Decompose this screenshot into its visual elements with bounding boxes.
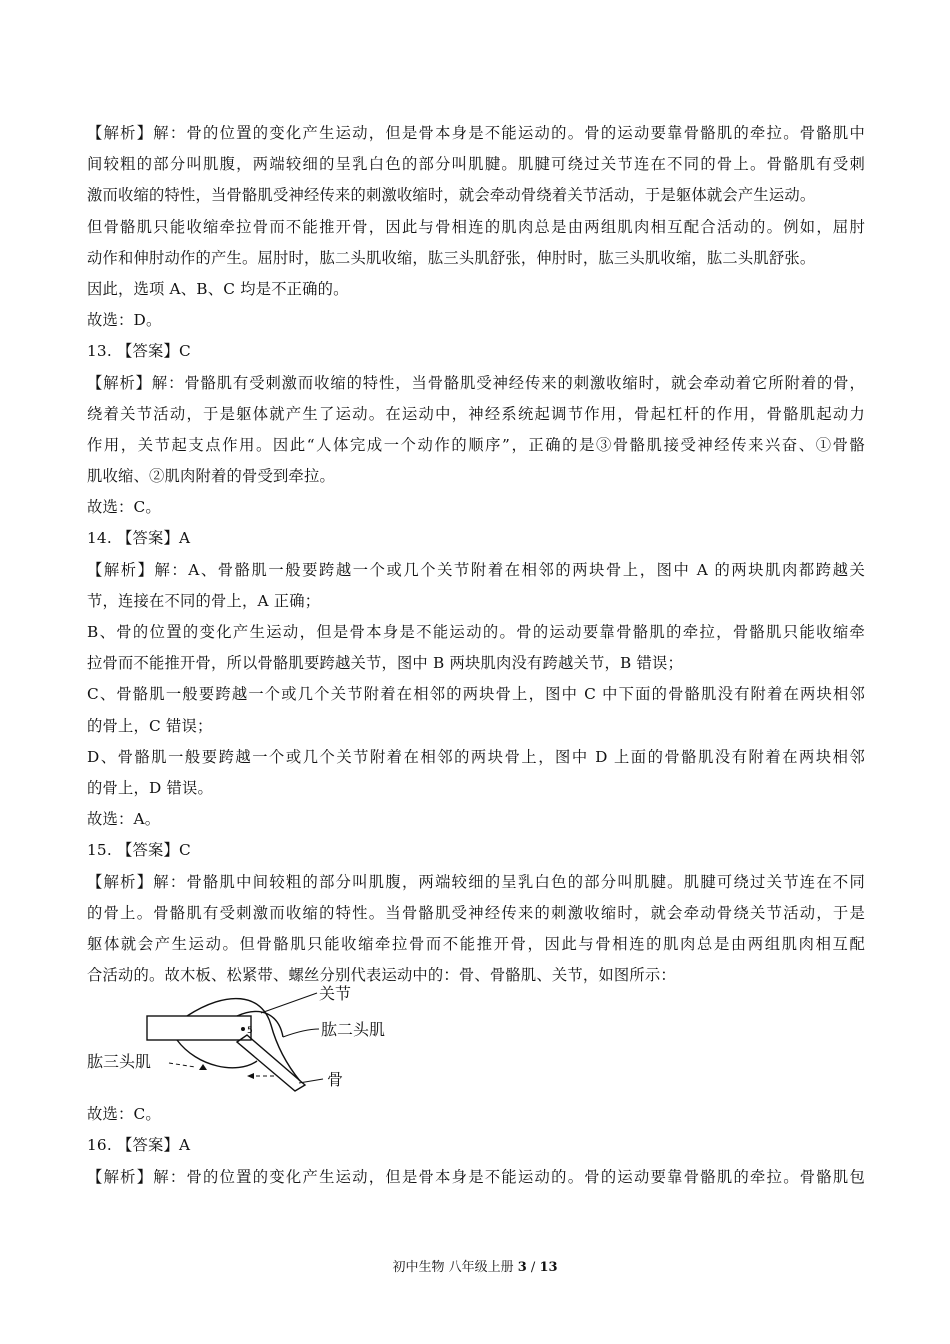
text-line: 间较粗的部分叫肌腹，两端较细的呈乳白色的部分叫肌腱。肌腱可绕过关节连在不同的骨上。骨骼肌有受刺 xyxy=(87,155,865,174)
upper-bone-board xyxy=(147,1016,251,1040)
page-footer xyxy=(0,1256,950,1275)
text-line: 因此，选项 A、B、C 均是不正确的。 xyxy=(87,279,349,298)
text-line: 绕着关节活动，于是躯体就产生了运动。在运动中，神经系统起调节作用，骨起杠杆的作用，骨骼肌起动力 xyxy=(87,404,865,423)
text-line: 拉骨而不能推开骨，所以骨骼肌要跨越关节，图中 B 两块肌肉没有跨越关节，B 错误； xyxy=(87,654,683,673)
bone-label: 骨 xyxy=(327,1070,344,1090)
text-line: 作用，关节起支点作用。因此“人体完成一个动作的顺序”，正确的是③骨骼肌接受神经传来兴奋、①骨骼 xyxy=(87,435,865,454)
text-block-after-figure xyxy=(87,1099,865,1193)
footer-separator: / xyxy=(526,1260,540,1275)
triceps-label: 肱三头肌 xyxy=(87,1052,152,1072)
text-line: 的骨上，C 错误； xyxy=(87,716,213,735)
text-line: 16. 【答案】A xyxy=(87,1136,191,1155)
footer-page-number: 3 xyxy=(517,1260,527,1275)
muscle-model-diagram xyxy=(87,985,417,1097)
text-line: D、骨骼肌一般要跨越一个或几个关节附着在相邻的两块骨上，图中 D 上面的骨骼肌没有附着在两块相邻 xyxy=(87,747,865,766)
text-line: 躯体就会产生运动。但骨骼肌只能收缩牵拉骨而不能推开骨，因此与骨相连的肌肉总是由两组肌肉相互配 xyxy=(87,934,865,953)
text-line: 15. 【答案】C xyxy=(87,841,191,860)
text-line: 激而收缩的特性，当骨骼肌受神经传来的刺激收缩时，就会牵动骨绕着关节活动，于是躯体就会产生运动。 xyxy=(87,186,816,205)
triceps-band xyxy=(177,1040,257,1068)
text-line: 【解析】解：骨骼肌有受刺激而收缩的特性，当骨骼肌受神经传来的刺激收缩时，就会牵动着它所附着的骨， xyxy=(87,373,865,392)
text-line: C、骨骼肌一般要跨越一个或几个关节附着在相邻的两块骨上，图中 C 中下面的骨骼肌没有附着在两块相邻 xyxy=(87,685,865,704)
text-line: 13. 【答案】C xyxy=(87,342,191,361)
text-block-before-figure xyxy=(87,118,865,991)
text-line: 动作和伸肘动作的产生。屈肘时，肱二头肌收缩，肱三头肌舒张，伸肘时，肱三头肌收缩，肱二头肌舒张。 xyxy=(87,248,816,267)
text-line: 肌收缩、②肌肉附着的骨受到牵拉。 xyxy=(87,467,335,486)
screw-mark: 5 xyxy=(247,1026,253,1037)
text-line: 合活动的。故木板、松紧带、螺丝分别代表运动中的：骨、骨骼肌、关节，如图所示： xyxy=(87,966,676,985)
footer-total-pages: 13 xyxy=(539,1260,558,1275)
text-line: 【解析】解：A、骨骼肌一般要跨越一个或几个关节附着在相邻的两块骨上，图中 A 的两块肌肉都跨越关 xyxy=(87,560,865,579)
text-line: 但骨骼肌只能收缩牵拉骨而不能推开骨，因此与骨相连的肌肉总是由两组肌肉相互配合活动的。例如，屈肘 xyxy=(87,217,865,236)
text-line: 的骨上，D 错误。 xyxy=(87,778,214,797)
text-line: B、骨的位置的变化产生运动，但是骨本身是不能运动的。骨的运动要靠骨骼肌的牵拉，骨骼肌只能收缩牵 xyxy=(87,623,865,641)
footer-text: 初中生物 八年级上册 xyxy=(392,1260,514,1275)
text-line: 【解析】解：骨的位置的变化产生运动，但是骨本身是不能运动的。骨的运动要靠骨骼肌的牵拉。骨骼肌中 xyxy=(87,124,865,142)
text-line: 故选：D。 xyxy=(87,311,162,330)
muscle-model-figure xyxy=(87,985,865,1097)
text-line: 故选：A。 xyxy=(87,810,161,829)
joint-label: 关节 xyxy=(319,985,352,1004)
biceps-label: 肱二头肌 xyxy=(321,1020,386,1040)
lower-bone-board xyxy=(237,1035,305,1091)
text-line: 14. 【答案】A xyxy=(87,529,191,548)
text-line: 故选：C。 xyxy=(87,1105,161,1124)
text-line: 节，连接在不同的骨上，A 正确； xyxy=(87,591,321,610)
text-line: 【解析】解：骨的位置的变化产生运动，但是骨本身是不能运动的。骨的运动要靠骨骼肌的牵拉。骨骼肌包 xyxy=(87,1167,865,1186)
text-line: 故选：C。 xyxy=(87,498,161,517)
text-line: 的骨上。骨骼肌有受刺激而收缩的特性。当骨骼肌受神经传来的刺激收缩时，就会牵动骨绕关节活动，于是 xyxy=(87,903,865,922)
document-body xyxy=(87,118,865,1193)
text-line: 【解析】解：骨骼肌中间较粗的部分叫肌腹，两端较细的呈乳白色的部分叫肌腱。肌腱可绕过关节连在不同 xyxy=(87,872,865,891)
